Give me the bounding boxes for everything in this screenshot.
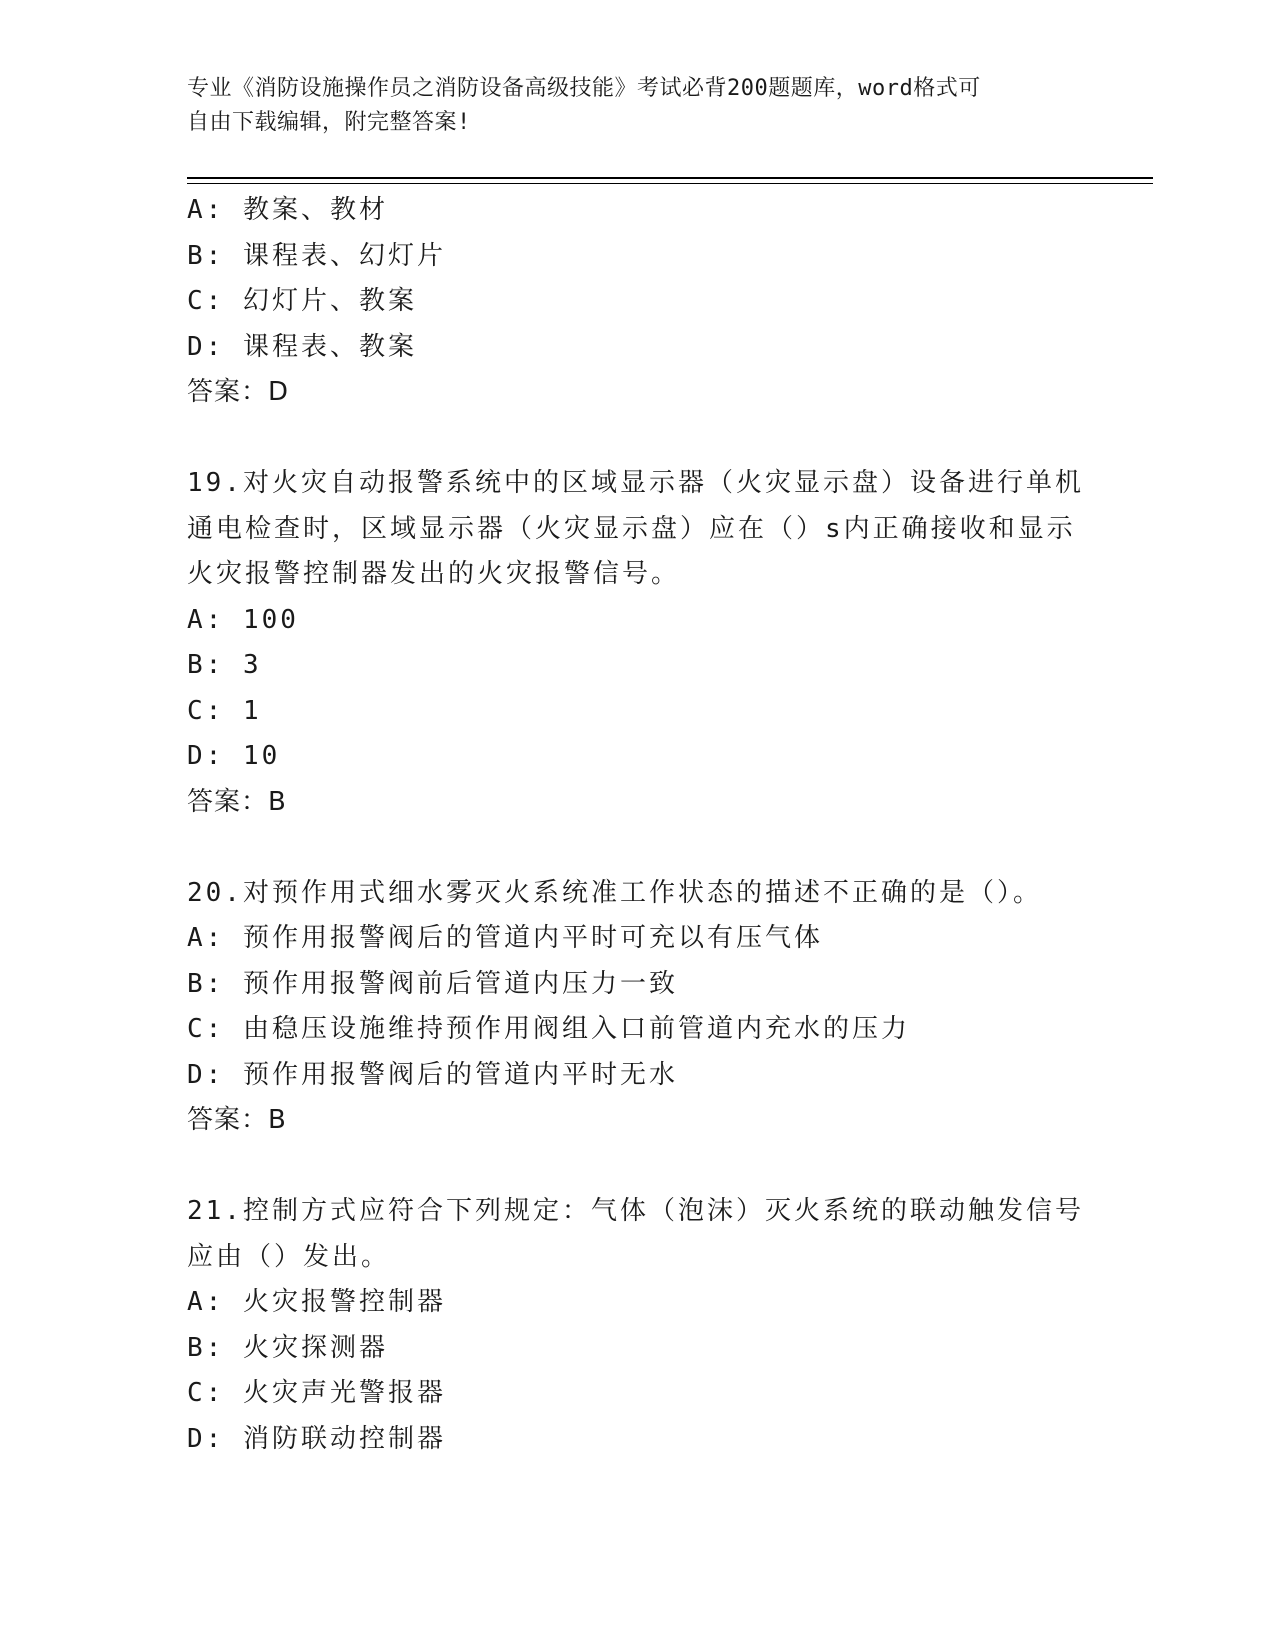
option-b: B: 预作用报警阀前后管道内压力一致 bbox=[187, 968, 678, 999]
option-a: A: 100 bbox=[187, 604, 299, 635]
header-divider-thick bbox=[187, 177, 1153, 179]
answer-line: 答案：B bbox=[187, 1105, 287, 1135]
option-d: D: 消防联动控制器 bbox=[187, 1423, 446, 1454]
option-b: B: 3 bbox=[187, 650, 262, 680]
option-d: D: 课程表、教案 bbox=[187, 331, 417, 362]
answer-line: 答案：B bbox=[187, 786, 287, 817]
option-d: D: 预作用报警阀后的管道内平时无水 bbox=[187, 1059, 678, 1090]
question-21 bbox=[187, 1189, 1087, 1462]
option-d: D: 10 bbox=[187, 741, 281, 771]
option-c: C: 幻灯片、教案 bbox=[187, 286, 417, 316]
question-text-line: 通电检查时，区域显示器（火灾显示盘）应在（）s内正确接收和显示 bbox=[187, 513, 1076, 544]
question-20 bbox=[187, 871, 1087, 1144]
question-text-line: 19.对火灾自动报警系统中的区域显示器（火灾显示盘）设备进行单机 bbox=[187, 468, 1084, 498]
document-header bbox=[187, 72, 1087, 140]
option-b: B: 火灾探测器 bbox=[187, 1332, 388, 1363]
option-c: C: 火灾声光警报器 bbox=[187, 1378, 446, 1408]
question-list bbox=[187, 188, 1087, 1462]
question-19 bbox=[187, 461, 1087, 825]
question-partial bbox=[187, 188, 1087, 416]
question-text-line: 火灾报警控制器发出的火灾报警信号。 bbox=[187, 559, 681, 589]
option-a: A: 教案、教材 bbox=[187, 195, 388, 225]
option-b: B: 课程表、幻灯片 bbox=[187, 240, 446, 271]
header-line-1: 专业《消防设施操作员之消防设备高级技能》考试必背200题题库，word格式可 bbox=[187, 76, 981, 101]
question-text-line: 20.对预作用式细水雾灭火系统准工作状态的描述不正确的是（）。 bbox=[187, 877, 1042, 908]
option-a: A: 火灾报警控制器 bbox=[187, 1287, 446, 1317]
option-c: C: 由稳压设施维持预作用阀组入口前管道内充水的压力 bbox=[187, 1014, 910, 1044]
option-a: A: 预作用报警阀后的管道内平时可充以有压气体 bbox=[187, 923, 823, 953]
question-text-line: 21.控制方式应符合下列规定：气体（泡沫）灭火系统的联动触发信号 bbox=[187, 1196, 1084, 1226]
option-c: C: 1 bbox=[187, 695, 262, 726]
header-divider-thin bbox=[187, 183, 1153, 184]
header-line-2: 自由下载编辑，附完整答案! bbox=[187, 110, 471, 135]
answer-line: 答案：D bbox=[187, 377, 290, 407]
question-text-line: 应由（）发出。 bbox=[187, 1241, 391, 1272]
